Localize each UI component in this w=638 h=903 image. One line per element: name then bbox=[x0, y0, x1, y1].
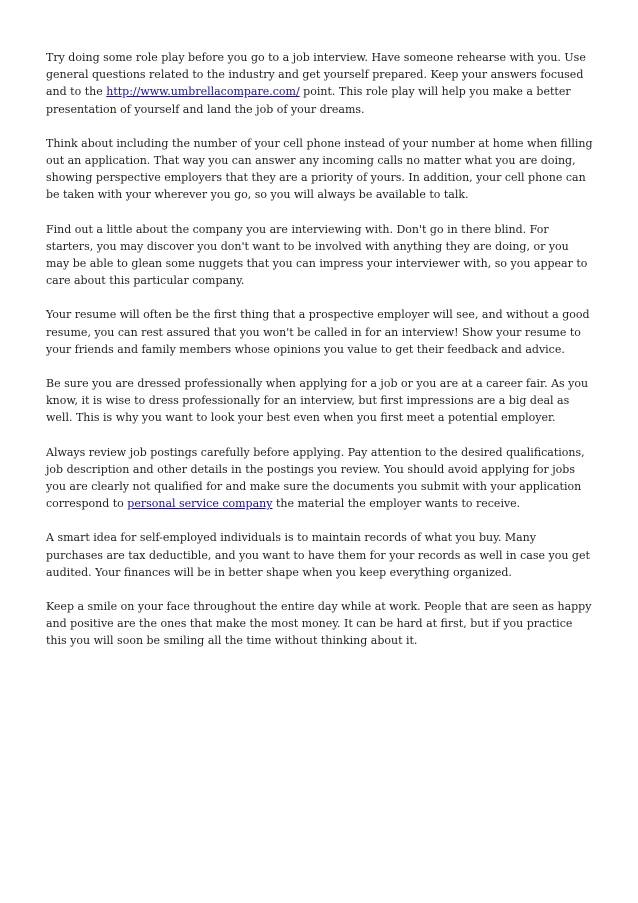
paragraph-company-research: Find out a little about the company you are interviewing with. Don't go in there blind. For starters, you may discover you don't want to be involved with anything they are doing, or you may be able to glean some nuggets that you can impress your interviewer with, so you appear to care about this particular company. bbox=[46, 222, 588, 288]
document-body bbox=[46, 49, 594, 667]
paragraph-cell-phone: Think about including the number of your cell phone instead of your number at home when filling out an application. That way you can answer any incoming calls no matter what you are doing, showing perspective employers that they are a priority of yours. In addition, your cell phone can be taken with your wherever you go, so you will always be available to talk. bbox=[46, 136, 593, 202]
paragraph-text: the material the employer wants to receive. bbox=[272, 497, 521, 511]
paragraph-smile: Keep a smile on your face throughout the entire day while at work. People that are seen as happy and positive are the ones that make the most money. It can be hard at first, but if you practice this you will soon be smiling all the time without thinking about it. bbox=[46, 600, 592, 648]
paragraph-role-play bbox=[46, 49, 594, 118]
paragraph-text: Try doing some role play before you go to a job interview. Have someone rehearse with you. Use general questions related to the industry and get yourself prepared. Keep your answers focused and to the bbox=[46, 51, 586, 99]
personal-service-company-link[interactable]: personal service company bbox=[127, 497, 273, 511]
paragraph-text: Always review job postings carefully before applying. Pay attention to the desired qualifications, job description and other details in the postings you review. You should avoid applying for jobs you are clearly not qualified for and make sure the documents you submit with your application correspond to bbox=[46, 445, 585, 511]
umbrellacompare-link[interactable]: http://www.umbrellacompare.com/ bbox=[106, 85, 300, 99]
paragraph-text: point. This role play will help you make a better presentation of yourself and land the job of your dreams. bbox=[46, 85, 571, 116]
paragraph-job-postings bbox=[46, 444, 594, 513]
paragraph-dress-professionally: Be sure you are dressed professionally when applying for a job or you are at a career fair. As you know, it is wise to dress professionally for an interview, but first impressions are a big deal as well. This is why you want to look your best even when you first meet a potential employer. bbox=[46, 377, 589, 425]
paragraph-resume: Your resume will often be the first thing that a prospective employer will see, and without a good resume, you can rest assured that you won't be called in for an interview! Show your resume to your friends and family members whose opinions you value to get their feedback and advice. bbox=[46, 308, 590, 356]
paragraph-self-employed-records: A smart idea for self-employed individuals is to maintain records of what you buy. Many purchases are tax deductible, and you want to have them for your records as well in case you get audited. Your finances will be in better shape when you keep everything organized. bbox=[46, 531, 590, 579]
